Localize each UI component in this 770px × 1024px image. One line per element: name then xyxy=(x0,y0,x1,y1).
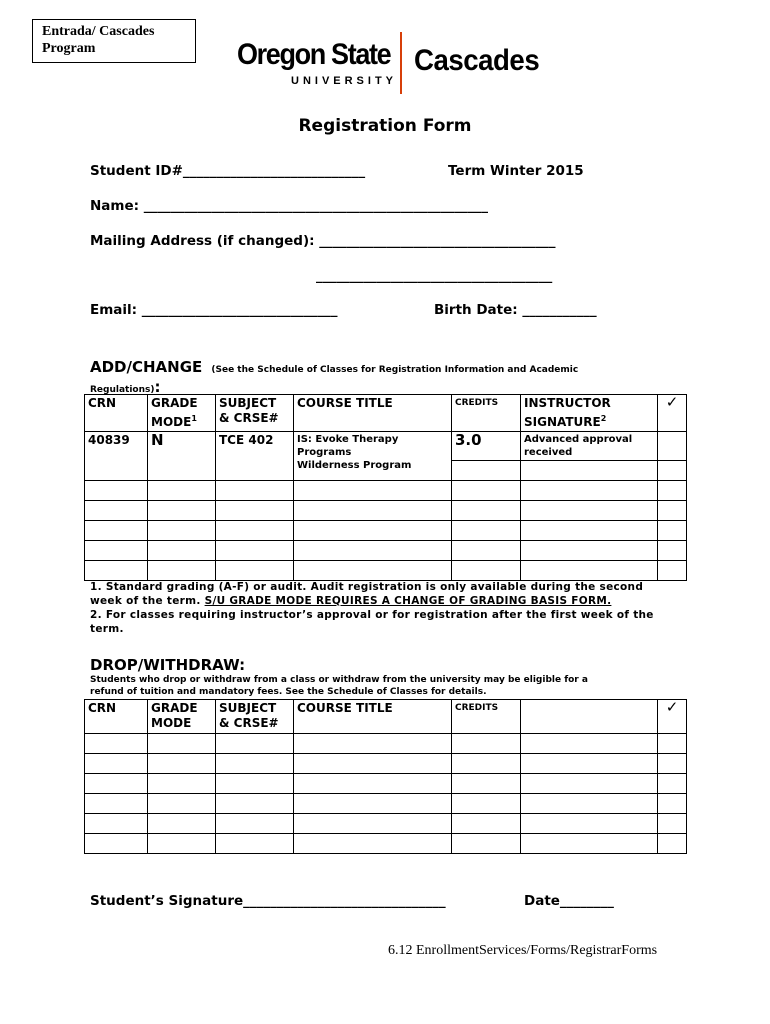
header-credits: CREDITS xyxy=(452,395,521,432)
header-course-title: COURSE TITLE xyxy=(294,700,452,734)
logo-campus: Cascades xyxy=(414,44,540,77)
header-credits: CREDITS xyxy=(452,700,521,734)
row-credits[interactable]: 3.0 xyxy=(452,432,521,461)
table-header-row xyxy=(85,700,687,734)
header-subject: SUBJECT & CRSE# xyxy=(216,395,294,432)
logo-university: UNIVERSITY xyxy=(291,75,398,87)
student-signature-field[interactable]: Student’s Signature______________________________ xyxy=(90,893,446,909)
table-header-row xyxy=(85,395,687,432)
header-course-title: COURSE TITLE xyxy=(294,395,452,432)
program-label-box xyxy=(32,19,196,63)
check-icon: ✓ xyxy=(658,700,687,734)
header-grade-mode: GRADE MODE xyxy=(148,700,216,734)
header-crn: CRN xyxy=(85,395,148,432)
add-change-table xyxy=(84,394,687,581)
page-title: Registration Form xyxy=(298,116,472,136)
row-course-title[interactable]: IS: Evoke Therapy Programs Wilderness Program xyxy=(294,432,452,481)
footnotes xyxy=(90,580,670,636)
student-id-field[interactable]: Student ID#___________________________ xyxy=(90,163,366,179)
program-label-line2: Program xyxy=(42,41,96,56)
table-row xyxy=(85,754,687,774)
table-row xyxy=(85,734,687,754)
footnote-1: 1. Standard grading (A-F) or audit. Audit registration is only available during the second week of the term. S/U GRADE MODE REQUIRES A CHANGE OF GRADING BASIS FORM. xyxy=(90,581,644,607)
check-icon: ✓ xyxy=(658,395,687,432)
mailing-address-field[interactable]: Mailing Address (if changed): ___________________________________ xyxy=(90,233,556,249)
table-row xyxy=(85,432,687,461)
header-crn: CRN xyxy=(85,700,148,734)
footnote-2: 2. For classes requiring instructor’s approval or for registration after the first week of the term. xyxy=(90,609,654,635)
drop-withdraw-table xyxy=(84,699,687,854)
row-grade[interactable]: N xyxy=(148,432,216,481)
logo-divider xyxy=(400,32,402,94)
table-row xyxy=(85,834,687,854)
table-row xyxy=(85,794,687,814)
add-change-note: (See the Schedule of Classes for Registration Information and Academic xyxy=(211,365,579,375)
add-change-heading: ADD/CHANGE xyxy=(90,358,203,376)
table-row xyxy=(85,814,687,834)
name-field[interactable]: Name: ___________________________________________________ xyxy=(90,198,488,214)
drop-note-2: refund of tuition and mandatory fees. See the Schedule of Classes for details. xyxy=(90,687,487,697)
table-row xyxy=(85,774,687,794)
footer-reference: 6.12 EnrollmentServices/Forms/RegistrarForms xyxy=(388,943,658,958)
add-change-heading-row xyxy=(90,357,578,376)
table-row xyxy=(85,501,687,521)
drop-withdraw-heading: DROP/WITHDRAW: xyxy=(90,656,246,674)
header-subject: SUBJECT & CRSE# xyxy=(216,700,294,734)
header-grade-mode: GRADE MODE$^1$ xyxy=(148,395,216,432)
row-check[interactable] xyxy=(658,432,687,461)
table-row xyxy=(85,521,687,541)
birth-date-field[interactable]: Birth Date: ___________ xyxy=(434,302,597,318)
mailing-address-line2[interactable]: ___________________________________ xyxy=(316,268,553,284)
table-row xyxy=(85,561,687,581)
row-subject[interactable]: TCE 402 xyxy=(216,432,294,481)
table-row xyxy=(85,541,687,561)
logo-osu-name: Oregon State xyxy=(237,38,391,71)
program-label-line1: Entrada/ Cascades xyxy=(42,24,155,39)
row-instructor[interactable]: Advanced approval received xyxy=(521,432,658,461)
header-instructor-signature: INSTRUCTOR SIGNATURE$^2$ xyxy=(521,395,658,432)
date-field[interactable]: Date________ xyxy=(524,893,614,909)
add-change-note-line2: Regulations): xyxy=(90,378,161,396)
table-row xyxy=(85,481,687,501)
term-label: Term Winter 2015 xyxy=(448,163,584,179)
row-crn[interactable]: 40839 xyxy=(85,432,148,481)
drop-note-1: Students who drop or withdraw from a class or withdraw from the university may be eligible for a xyxy=(90,675,588,685)
email-field[interactable]: Email: _____________________________ xyxy=(90,302,338,318)
